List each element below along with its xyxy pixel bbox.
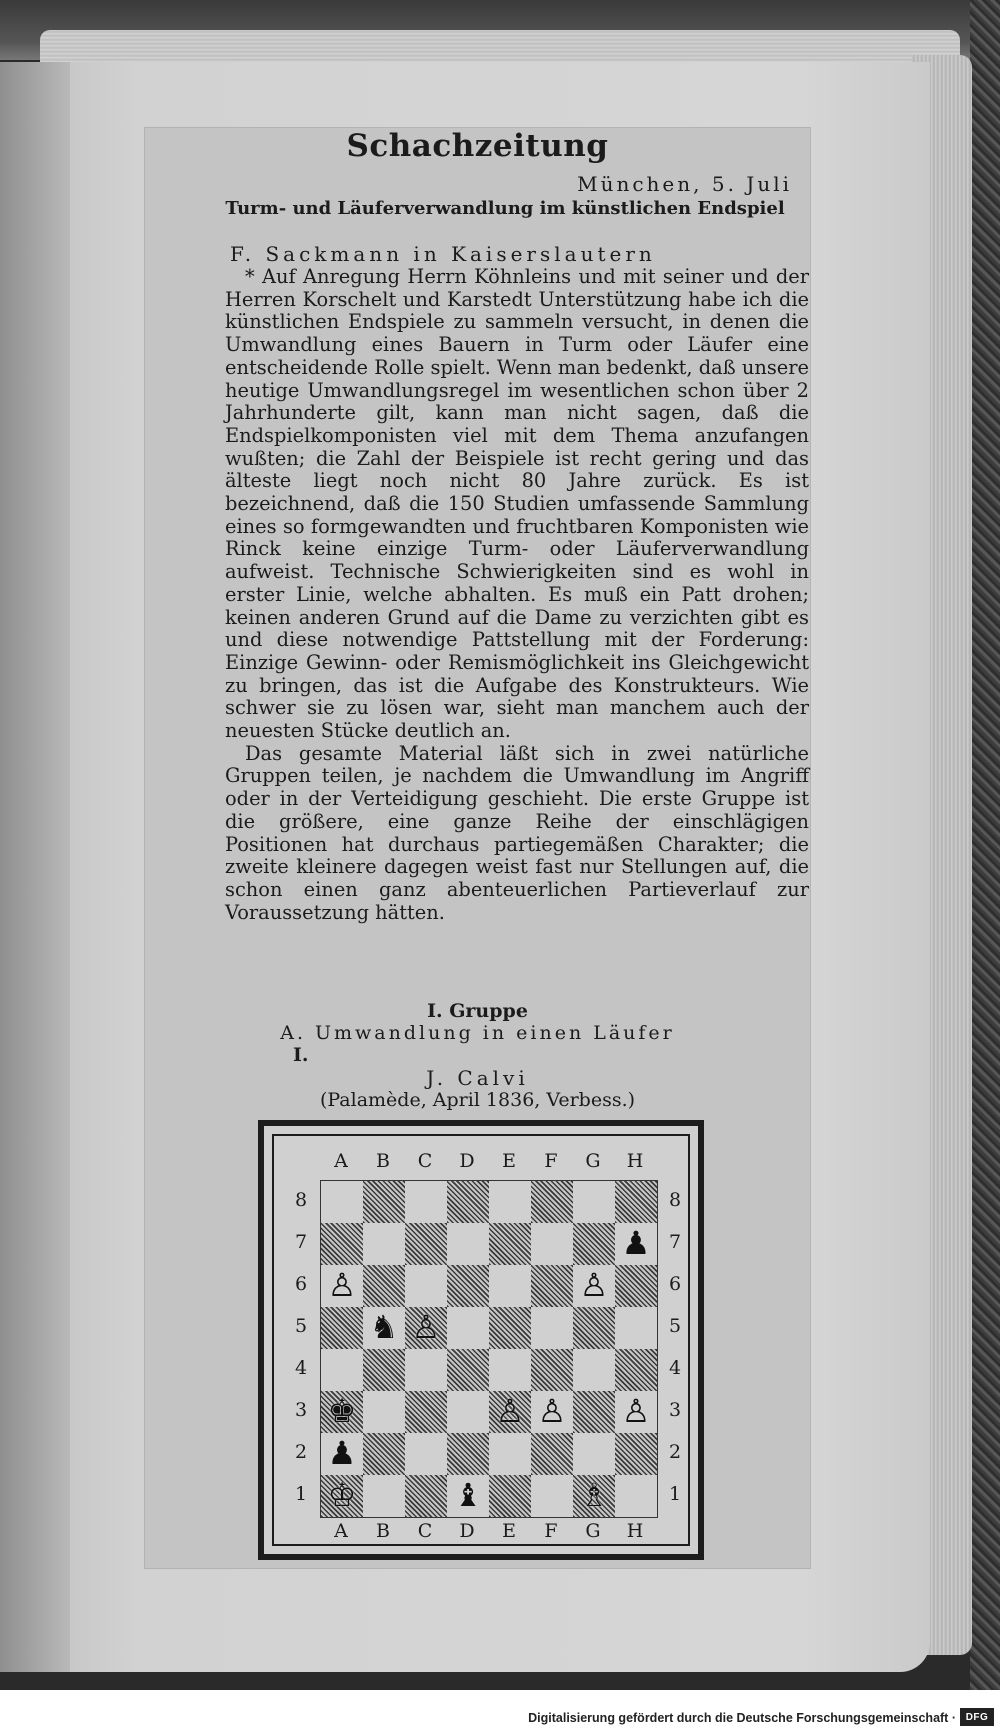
file-label: D (459, 1150, 475, 1172)
file-label: B (376, 1150, 390, 1172)
board-square (573, 1349, 615, 1391)
file-label: F (544, 1150, 558, 1172)
board-square (489, 1475, 531, 1517)
board-square (489, 1181, 531, 1223)
rank-label: 1 (294, 1483, 308, 1505)
rank-label: 1 (668, 1483, 682, 1505)
board-square (447, 1223, 489, 1265)
board-square (573, 1391, 615, 1433)
board-square (615, 1181, 657, 1223)
board-square (489, 1349, 531, 1391)
funding-credit: Digitalisierung gefördert durch die Deutsche Forschungsgemeinschaft · (528, 1711, 956, 1725)
board-square (615, 1307, 657, 1349)
board-square (405, 1181, 447, 1223)
board-square (447, 1265, 489, 1307)
chess-piece-a6: ♙ (327, 1266, 357, 1304)
file-label: B (376, 1520, 390, 1542)
board-square (573, 1433, 615, 1475)
chess-piece-h7: ♟ (621, 1224, 651, 1262)
board-square (531, 1475, 573, 1517)
board-square (405, 1349, 447, 1391)
rank-label: 8 (668, 1189, 682, 1211)
file-label: F (544, 1520, 558, 1542)
board-square (615, 1349, 657, 1391)
board-square (405, 1223, 447, 1265)
board-square (447, 1391, 489, 1433)
board-square (573, 1307, 615, 1349)
rank-label: 6 (668, 1273, 682, 1295)
paragraph: * Auf Anregung Herrn Köhnleins und mit seiner und der Herren Korschelt und Karstedt Unterstützung habe ich die künstlichen Endspiele zu sammeln versucht, in denen die Umwandlung eines Bauern in Turm oder Läufer eine entscheidende Rolle spielt. Wenn man bedenkt, daß unsere heutige Umwandlungsregel im wesentlichen schon über 2 Jahrhunderte gilt, kann man nicht sagen, daß die Endspielkomponisten viel mit dem Thema anzufangen wußten; die Zahl der Beispiele ist recht gering und das älteste liegt noch nicht 80 Jahre zurück. Es ist bezeichnend, daß die 150 Studien umfassende Sammlung eines so formgewandten und fruchtbaren Komponisten wie Rinck keine einzige Turm- oder Läuferverwandlung aufweist. Technische Schwierigkeiten sind es wohl in erster Linie, welche abhalten. Es muß ein Patt drohen; keinen anderen Grund auf die Dame zu verzichten gibt es und diese notwendige Pattstellung mit der Forderung: Einzige Gewinn- oder Remismöglichkeit ins Gleichgewicht zu bringen, das ist die Aufgabe des Konstrukteurs. Wie schwer sie zu lösen war, sieht man manchem auch der neuesten Stücke deutlich an. (225, 265, 809, 743)
rank-label: 5 (294, 1315, 308, 1337)
file-label: G (585, 1150, 601, 1172)
board-square (615, 1433, 657, 1475)
chess-piece-f3: ♙ (537, 1392, 567, 1430)
file-label: G (585, 1520, 601, 1542)
chess-piece-c5: ♙ (411, 1308, 441, 1346)
rank-label: 7 (294, 1231, 308, 1253)
file-label: A (334, 1150, 348, 1172)
board-square (321, 1307, 363, 1349)
board-square (531, 1181, 573, 1223)
board-square (363, 1349, 405, 1391)
book-cover-right (970, 0, 1000, 1690)
rank-label: 5 (668, 1315, 682, 1337)
rank-label: 8 (294, 1189, 308, 1211)
board-square (363, 1181, 405, 1223)
article-headline: Turm- und Läuferverwandlung im künstlichen Endspiel (225, 198, 785, 219)
board-square (489, 1223, 531, 1265)
chess-piece-a1: ♔ (327, 1476, 357, 1514)
file-label: H (626, 1150, 644, 1172)
board-square (489, 1265, 531, 1307)
rank-label: 7 (668, 1231, 682, 1253)
board-square (405, 1475, 447, 1517)
place-date: München, 5. Juli (577, 172, 792, 196)
file-label: C (417, 1520, 433, 1542)
board-square (531, 1433, 573, 1475)
study-number: I. (293, 1044, 309, 1066)
diagram-frame (272, 1134, 690, 1546)
article-author: F. Sackmann in Kaiserslautern (230, 242, 656, 266)
chess-piece-g6: ♙ (579, 1266, 609, 1304)
chess-piece-e3: ♙ (495, 1392, 525, 1430)
paragraph: Das gesamte Material läßt sich in zwei natürliche Gruppen teilen, je nachdem die Umwandlung im Angriff oder in der Verteidigung geschieht. Die erste Gruppe ist die größere, eine ganze Reihe der einschlägigen Positionen hat durchaus partiegemäßen Charakter; die zweite kleinere dagegen weist fast nur Stellungen auf, die schon einen ganz abenteuerlichen Partieverlauf zur Voraussetzung hätten. (225, 741, 809, 924)
rank-label: 3 (294, 1399, 308, 1421)
board-square (531, 1223, 573, 1265)
file-label: E (502, 1520, 516, 1542)
rank-label: 4 (294, 1357, 308, 1379)
file-label: H (626, 1520, 644, 1542)
chess-piece-h3: ♙ (621, 1392, 651, 1430)
board-square (573, 1181, 615, 1223)
chess-board (320, 1180, 658, 1518)
board-square (321, 1223, 363, 1265)
board-square (531, 1307, 573, 1349)
board-square (573, 1223, 615, 1265)
board-square (321, 1181, 363, 1223)
board-square (489, 1433, 531, 1475)
rank-label: 2 (294, 1441, 308, 1463)
newspaper-clipping (145, 128, 810, 1568)
chess-piece-d1: ♝ (453, 1476, 483, 1514)
board-square (405, 1433, 447, 1475)
board-square (531, 1349, 573, 1391)
chess-piece-a3: ♚ (327, 1392, 357, 1430)
file-label: D (459, 1520, 475, 1542)
board-square (405, 1265, 447, 1307)
page-gutter (0, 62, 70, 1672)
chess-piece-a2: ♟ (327, 1434, 357, 1472)
dfg-logo: DFG (960, 1708, 994, 1726)
board-square (363, 1433, 405, 1475)
chess-piece-b5: ♞ (369, 1308, 399, 1346)
board-square (615, 1475, 657, 1517)
board-square (531, 1265, 573, 1307)
board-square (363, 1223, 405, 1265)
rank-label: 2 (668, 1441, 682, 1463)
chess-piece-g1: ♗ (579, 1476, 609, 1514)
group-heading: I. Gruppe (427, 1000, 528, 1022)
rank-label: 4 (668, 1357, 682, 1379)
board-square (615, 1265, 657, 1307)
rank-label: 3 (668, 1399, 682, 1421)
study-source: (Palamède, April 1836, Verbess.) (319, 1089, 636, 1111)
file-label: C (417, 1150, 433, 1172)
board-square (489, 1307, 531, 1349)
board-square (447, 1349, 489, 1391)
board-square (363, 1391, 405, 1433)
study-author: J. Calvi (426, 1066, 529, 1090)
board-square (405, 1391, 447, 1433)
article-body (225, 266, 809, 924)
board-square (447, 1307, 489, 1349)
board-square (363, 1475, 405, 1517)
board-square (363, 1265, 405, 1307)
board-square (447, 1181, 489, 1223)
subgroup-heading: A. Umwandlung in einen Läufer (280, 1022, 675, 1044)
board-square (321, 1349, 363, 1391)
rank-label: 6 (294, 1273, 308, 1295)
chess-diagram (258, 1120, 704, 1560)
file-label: A (334, 1520, 348, 1542)
file-label: E (502, 1150, 516, 1172)
board-square (447, 1433, 489, 1475)
masthead: Schachzeitung (346, 128, 609, 164)
